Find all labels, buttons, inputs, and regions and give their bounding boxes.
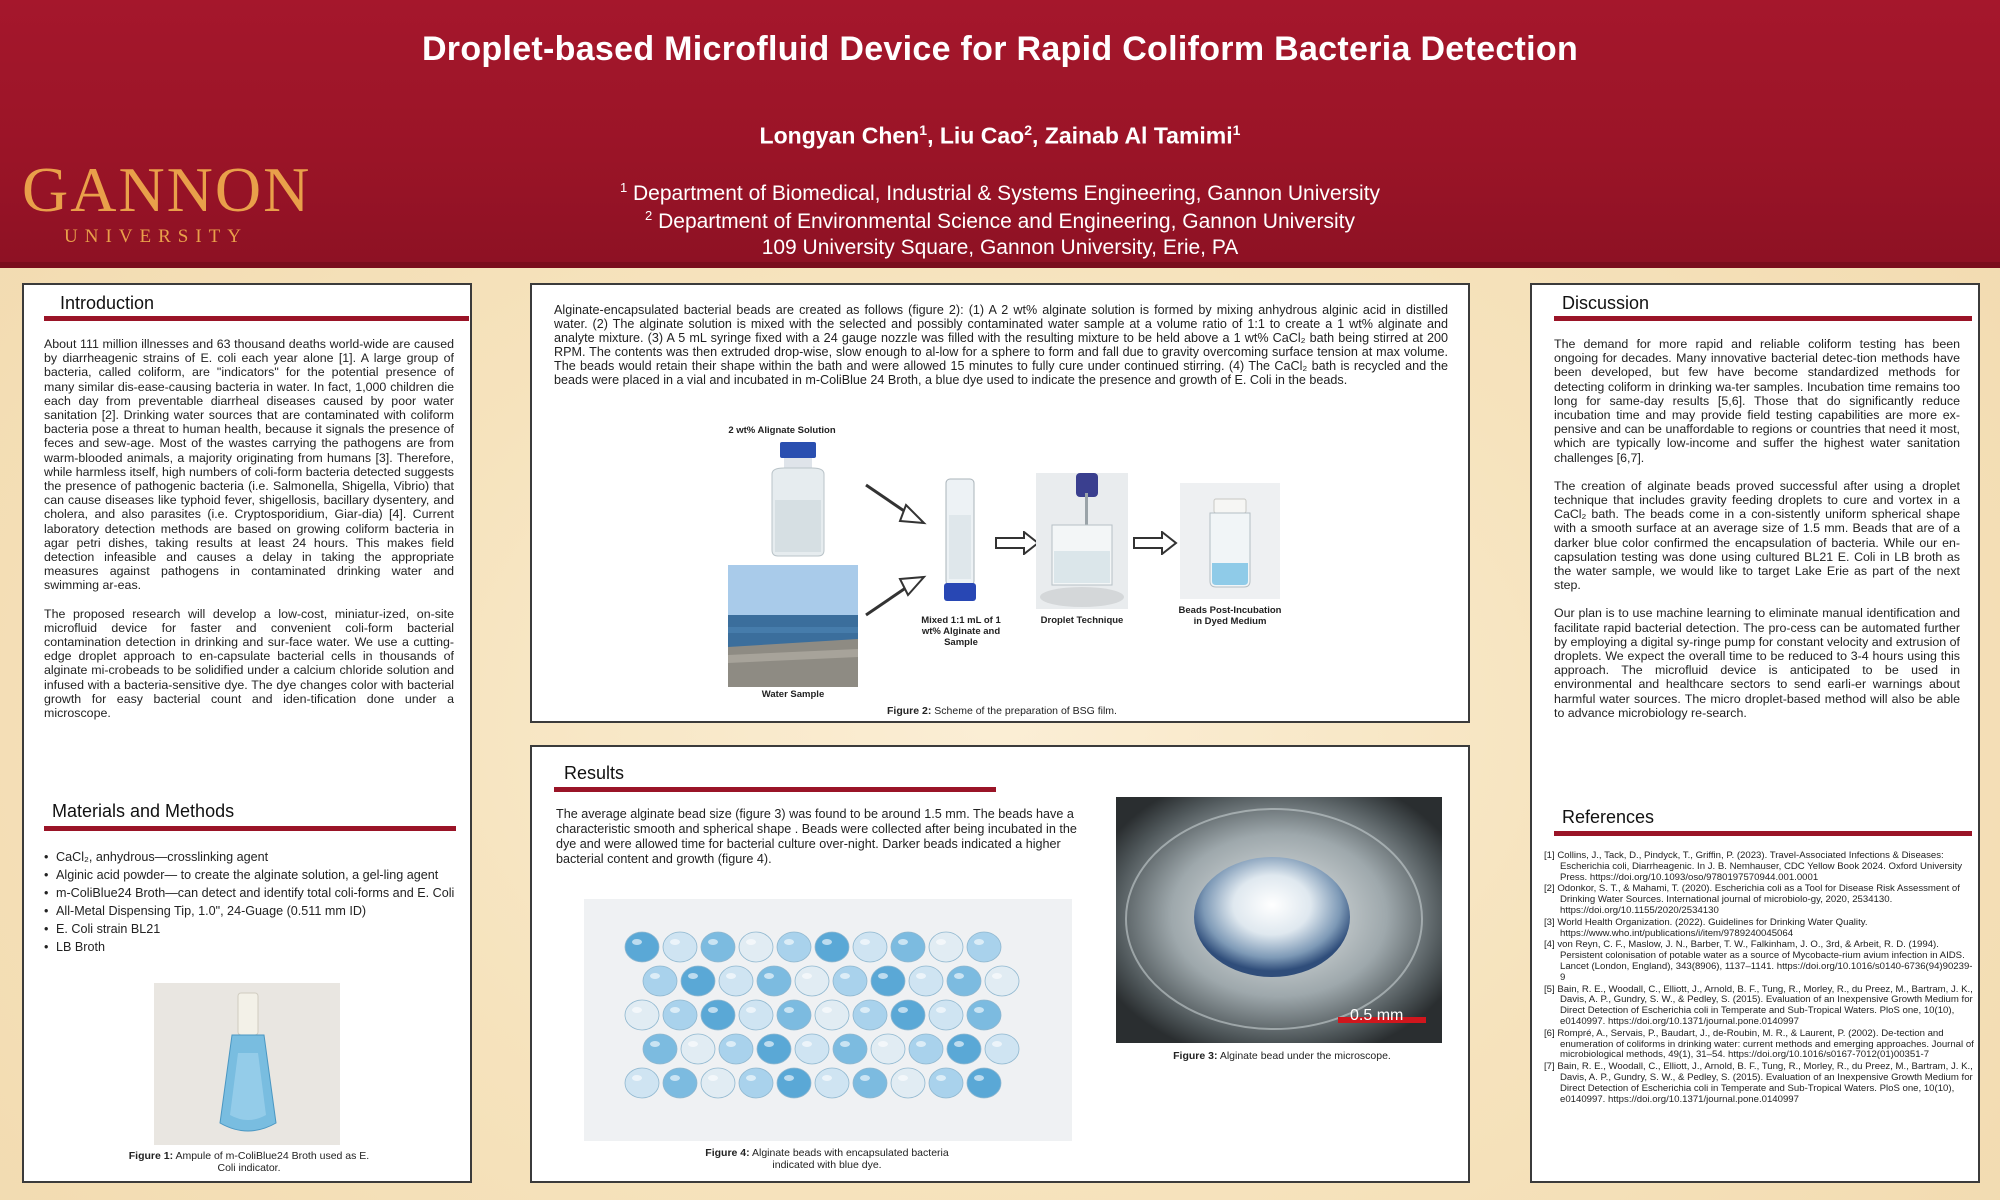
list-item: • m-ColiBlue24 Broth—can detect and identify total coli-forms and E. Coli [44,886,456,901]
paragraph: The proposed research will develop a low-cost, miniatur-ized, on-site microfluid device for faster and convenient coli-form bacterial contamination detection in drinking and sur-face water. We use a cutting-edge droplet approach to en-capsulate bacterial cells in thousands of alginate mi-crobeads to be solidified under a calcium chloride solution and infused with a bacteria-sensitive dye. The dye changes color with bacterial growth for easy bacterial count and iden-tification done under a microscope. [44,606,454,721]
ampule-photo [154,983,340,1145]
scheme-label-droplet: Droplet Technique [1040,615,1124,626]
list-item: • E. Coli strain BL21 [44,922,456,937]
section-heading-introduction: Introduction [60,293,155,313]
scheme-label-water: Water Sample [761,689,825,700]
figure-1-caption: Figure 1: Ampule of m-ColiBlue24 Broth used as E. Coli indicator. [128,1150,370,1174]
list-item: • LB Broth [44,940,456,955]
section-divider [1554,316,1972,321]
affiliation-line: $^2$ Department of Environmental Science and Engineering, Gannon University [645,208,1355,233]
university-logo-subtitle: UNIVERSITY [64,226,248,247]
author-name: Zainab Al Tamimi [1044,122,1233,149]
beads-vial-photo [1180,483,1280,599]
reference-item: [4] von Reyn, C. F., Maslow, J. N., Barber, T. W., Falkinham, J. O., 3rd, & Arbeit, R. D. (1994). Persistent colonisation of potable water as a source of Mycobacte-rium avium infection in AIDS. Lancet (London, England), 343(8906), 1137–1141. https://doi.org/10.1016/s0140-6736(94)90239-9 [1544,939,1973,983]
affiliation-address: 109 University Square, Gannon University, Erie, PA [761,236,1239,259]
arrow-icon [862,475,932,625]
poster-header [0,0,2000,268]
reference-item: [3] World Health Organization. (2022). Guidelines for Drinking Water Quality. https://www.who.int/publications/i/item/9789240045064 [1544,916,1868,939]
paragraph: Our plan is to use machine learning to eliminate manual identification and facilitate rapid bacterial detection. The pro-cess can be automated further by employing a digital sy-ringe pump for constant velocity and extrusion of droplets. We expect the overall time to be reduced to 3-4 hours using this approach. The microfluid device is anticipated to be used in environmental and healthcare sectors to send earli-er warnings about harmful water sources. The micro droplet-based method will also be able to advance microbiology re-search. [1554,606,1960,720]
discussion-text [1554,337,1960,720]
reference-item: [7] Bain, R. E., Woodall, C., Elliott, J., Arnold, B. F., Tung, R., Morley, R., du Preez, M., Bartram, J. K., Davis, A. P., Gundry, S. W., & Pedley, S. (2015). Evaluation of an Inexpensive Growth Medium for Direct Detection of Escherichia coli in Temperate and Sub-Tropical Waters. PloS one, 10(10), e0140997. https://doi.org/10.1371/journal.pone.0140997 [1544,1061,1973,1105]
scheme-label-alginate: 2 wt% Alignate Solution [728,425,836,436]
intro-panel [22,283,472,1183]
list-item: • Alginic acid powder— to create the alginate solution, a gel-ling agent [44,868,456,883]
reference-item: [6] Rompré, A., Servais, P., Baudart, J., de-Roubin, M. R., & Laurent, P. (2002). De-tection and enumeration of coliforms in drinking water: current methods and emerging approaches. Journal of microbiological methods, 49(1), 31–54. https://doi.org/10.1016/s0167-7012(01)00351-7 [1544,1027,1974,1061]
affiliation-line: $^1$ Department of Biomedical, Industrial & Systems Engineering, Gannon University [619,180,1381,205]
author-name: Longyan Chen [759,122,920,149]
paragraph: The demand for more rapid and reliable coliform testing has been ongoing for decades. Many innovative bacterial detec-tion methods have been developed, but few have become standardized methods for detecting coliform in drinking wa-ter samples. Incubation time remains too long for same-day results [5,6]. Those that do significantly reduce incubation time and may provide field testing capabilities are more ex-pensive and can be unaffordable to regions or countries that need it most, which are typically low-income and suffer the highest water sanitation challenges [6,7]. [1554,337,1960,465]
reference-item: [1] Collins, J., Tack, D., Pindyck, T., Griffin, P. (2023). Travel-Associated Infections & Diseases: Escherichia coli, Diarrheagenic. In J. B. Nemhauser, CDC Yellow Book 2024. Oxford University Press. https://doi.org/10.1093/oso/9780197570944.001.0001 [1544,850,1963,883]
paragraph: About 111 million illnesses and 63 thousand deaths world-wide are caused by diarrheagenic strains of E. coli each year alone [1]. A large group of bacteria, called coliform, are "indicators" for the potential presence of many similar dis-ease-causing bacteria in water. In fact, 1,000 children die each day from preventable diarrheal diseases caused by poor water sanitation [2]. Drinking water sources that are contaminated with coliform bacteria pose a threat to human health, because it signals the presence of feces and sew-age. Most of the wastes carrying the pathogens are from warm-blooded animals, a majority originating from humans [3]. Therefore, while harmless itself, high numbers of coli-form bacteria detected suggests the presence of pathogenic bacteria (i.e. Salmonella, Shigella, Vibrio) that can cause diseases like typhoid fever, shigellosis, bacillary dysentery, and cholera, and also parasites (i.e. Cryptosporidium, Giar-dia) [4]. Current laboratory detection methods are based on growing coliform bacteria in agar petri dishes, taking results at least 24 hours. This makes field detection infeasible and causes a delay in taking the appropriate measures against pathogens in contaminated drinking water and swimming ar-eas. [44,337,454,593]
droplet-technique-photo [1036,473,1128,609]
section-heading-references: References [1562,807,1655,827]
water-sample-photo [728,565,858,687]
alginate-beads-photo [584,899,1072,1141]
paragraph: The creation of alginate beads proved successful after using a droplet technique that includes gravity feeding droplets to cure and vortex in a CaCl₂ bath. The beads come in a con-sistently uniform spherical shape with a smooth surface at an average size of 1.5 mm. Beads that are of a darker blue color confirmed the encapsulation of bacteria. While our en-capsulation testing was done using cultured BL21 E. Coli in LB broth as the water sample, we would like to target Lake Erie as part of the next step. [1554,478,1960,593]
author-list: Longyan Chen$^1$, Liu Cao$^2$, Zainab Al Tamimi$^1$ [759,122,1241,149]
arrow-icon [1132,531,1178,555]
method-panel [530,283,1470,723]
mixed-syringe-photo [932,475,988,605]
poster-title: Droplet-based Microfluid Device for Rapid Coliform Bacteria Detection [421,30,1579,68]
list-item: • CaCl₂, anhydrous—crosslinking agent [44,850,456,865]
author-name: Liu Cao [939,122,1025,149]
method-text: Alginate-encapsulated bacterial beads are created as follows (figure 2): (1) A 2 wt% alginate solution is formed by mixing anhydrous alginic acid in distilled water. (2) The alginate solution is mixed with the selected and possibly contaminated water sample at a volume ratio of 1:1 to create a 1 wt% alginate and analyte mixture. (3) A 5 mL syringe fixed with a 24 gauge nozzle was filled with the resulting mixture to be held above a 1 wt% CaCl₂ bath being stirred at 200 RPM. The contents was then extruded drop-wise, slow enough to al-low for a sphere to form and fall due to gravity overcoming surface tension at max volume. The beads would retain their shape within the bath and were allowed 15 minutes to fully cure under continued stirring. (4) The CaCl₂ bath is recycled and the beads were placed in a vial and incubated in m-ColiBlue 24 Broth, a blue dye used to indicate the presence and growth of E. Coli in the beads. [554,303,1448,387]
results-text: The average alginate bead size (figure 3) was found to be around 1.5 mm. The beads have a characteristic smooth and spherical shape . Beads were collected after being incubated in the dye and were allowed time for bacterial culture over-night. Darker beads indicated a higher bacterial content and growth (figure 4). [556,807,1077,866]
reference-item: [2] Odonkor, S. T., & Mahami, T. (2020). Escherichia coli as a Tool for Disease Risk Assessment of Drinking Water Sources. International journal of microbiolo-gy, 2020, 2534130. https://doi.org/10.1155/2020/2534130 [1544,883,1960,916]
section-heading-materials: Materials and Methods [52,801,235,821]
introduction-text [44,337,454,720]
section-heading-results: Results [564,763,625,783]
section-heading-discussion: Discussion [1562,293,1650,313]
arrow-icon [994,531,1040,555]
scheme-label-beads: Beads Post-Incubation in Dyed Medium [1178,605,1282,627]
figure-3-caption: Figure 3: Alginate bead under the microscope. [1173,1050,1391,1062]
list-item: • All-Metal Dispensing Tip, 1.0", 24-Guage (0.511 mm ID) [44,904,456,919]
figure-2-caption: Figure 2: Scheme of the preparation of BSG film. [887,705,1117,717]
section-divider [1554,831,1972,836]
scheme-label-mixed: Mixed 1:1 mL of 1 wt% Alginate and Sample [921,615,1001,648]
figure-4-caption: Figure 4: Alginate beads with encapsulated bacteria indicated with blue dye. [705,1147,949,1171]
university-logo: GANNON [22,154,312,225]
scale-bar-label: 0.5 mm [1350,1007,1404,1024]
section-divider [554,787,996,792]
section-divider [44,316,469,321]
discussion-panel [1530,283,1980,1183]
materials-list [44,850,456,958]
section-divider [44,826,456,831]
reference-list [1544,851,1974,1106]
alginate-bottle-photo [762,440,834,558]
reference-item: [5] Bain, R. E., Woodall, C., Elliott, J., Arnold, B. F., Tung, R., Morley, R., du Preez, M., Bartram, J. K., Davis, A. P., Gundry, S. W., & Pedley, S. (2015). Evaluation of an Inexpensive Growth Medium for Direct Detection of Escherichia coli in Temperate and Sub-Tropical Waters. PloS one, 10(10), e0140997. https://doi.org/10.1371/journal.pone.0140997 [1544,983,1973,1027]
results-panel [530,745,1470,1183]
